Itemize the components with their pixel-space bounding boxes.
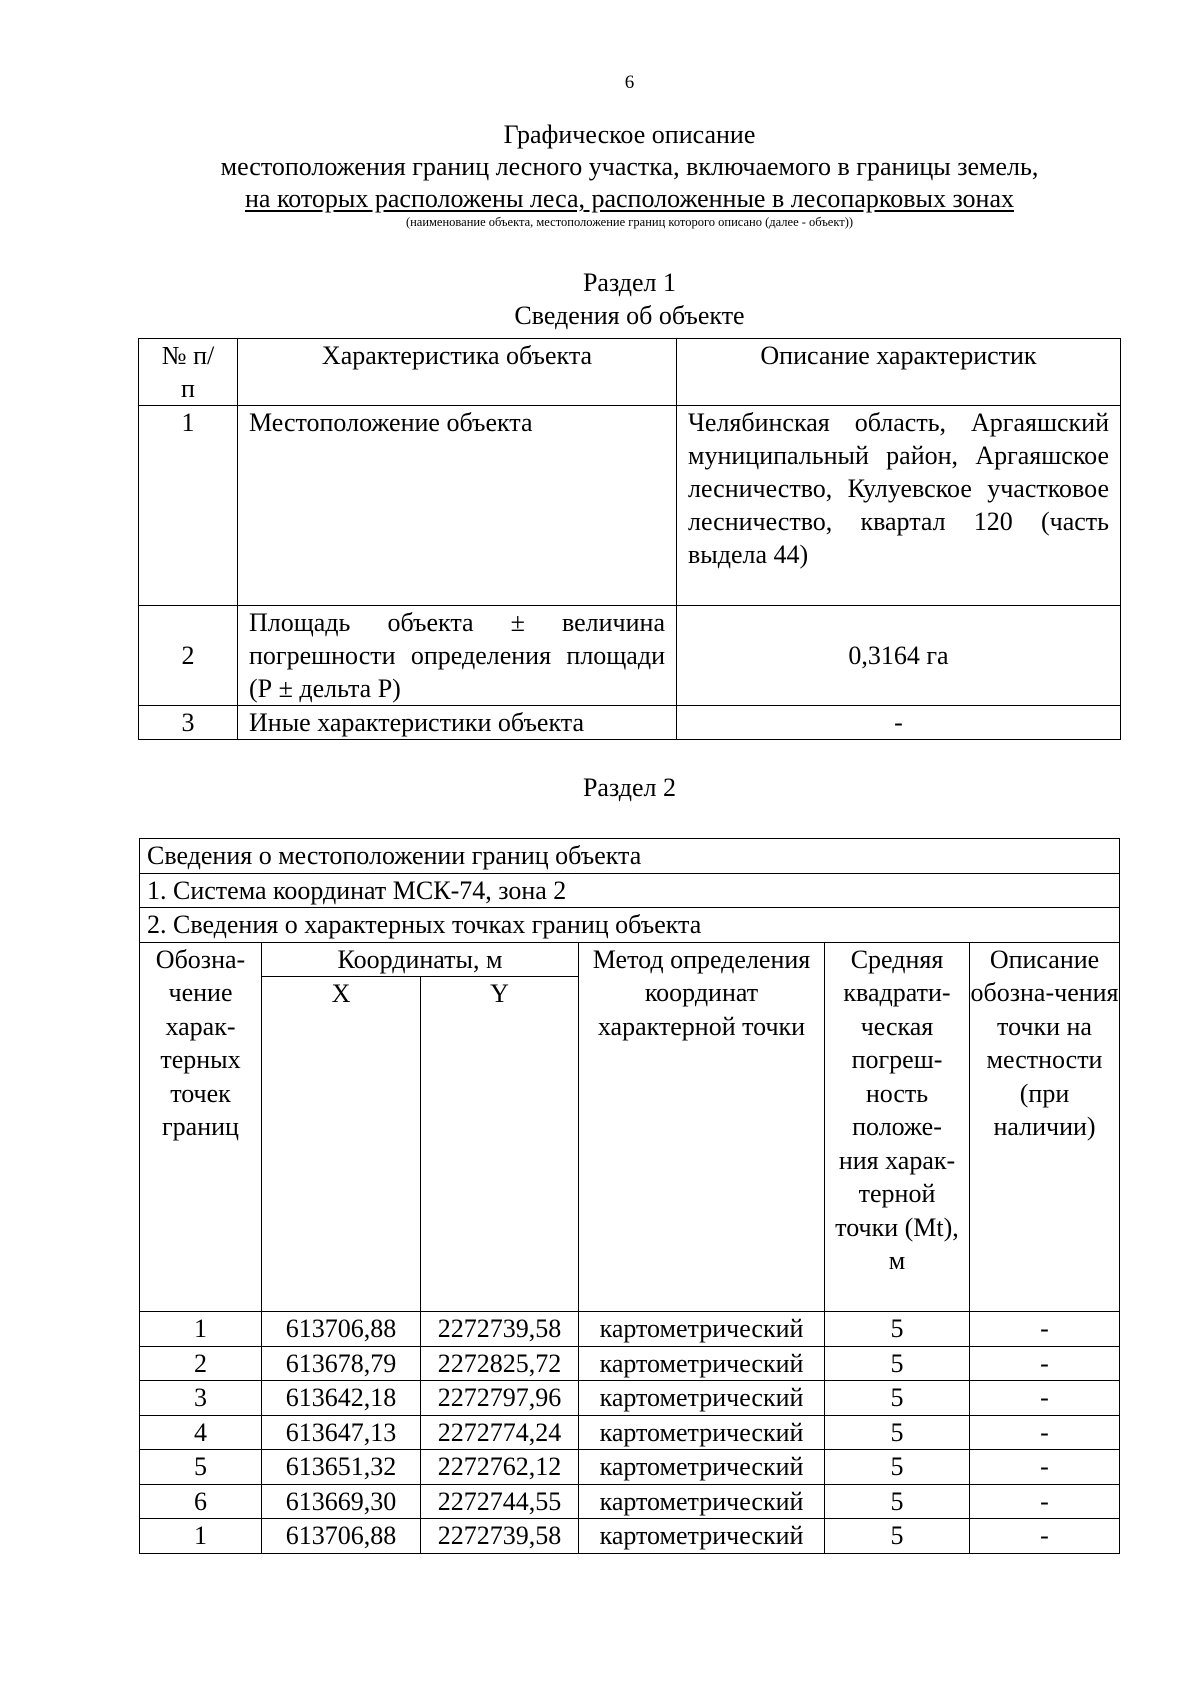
points-heading: 2. Сведения о характерных точках границ объекта — [140, 908, 1120, 943]
point-method: картометрический — [579, 1312, 825, 1347]
point-x: 613647,13 — [262, 1415, 421, 1450]
point-description: - — [970, 1519, 1120, 1554]
table-header-row — [139, 339, 1121, 406]
info-heading: Сведения о местоположении границ объекта — [140, 839, 1120, 874]
header-num: № п/п — [139, 339, 238, 406]
point-description: - — [970, 1450, 1120, 1485]
point-x: 613651,32 — [262, 1450, 421, 1485]
point-x: 613669,30 — [262, 1484, 421, 1519]
page-number: 6 — [624, 72, 635, 93]
row-description: - — [677, 706, 1121, 740]
table-row — [140, 1484, 1120, 1519]
row-num: 3 — [139, 706, 238, 740]
point-description: - — [970, 1415, 1120, 1450]
point-x: 613706,88 — [262, 1312, 421, 1347]
point-method: картометрический — [579, 1381, 825, 1416]
header-x: X — [262, 977, 421, 1312]
point-method: картометрический — [579, 1519, 825, 1554]
header-method: Метод определения координат характерной точки — [579, 942, 825, 1312]
point-y: 2272797,96 — [421, 1381, 579, 1416]
point-y: 2272774,24 — [421, 1415, 579, 1450]
point-description: - — [970, 1381, 1120, 1416]
point-y: 2272744,55 — [421, 1484, 579, 1519]
point-error: 5 — [825, 1381, 970, 1416]
table-row — [139, 406, 1121, 606]
point-y: 2272762,12 — [421, 1450, 579, 1485]
table-row — [140, 908, 1120, 943]
point-id: 5 — [140, 1450, 262, 1485]
point-id: 1 — [140, 1519, 262, 1554]
header-error: Средняя квадрати-ческая погреш-ность положе-ния харак-терной точки (Mt), м — [825, 942, 970, 1312]
point-error: 5 — [825, 1484, 970, 1519]
title-line-3: на которых расположены леса, расположенные в лесопарковых зонах — [244, 184, 1015, 213]
coordinate-system: 1. Система координат МСК-74, зона 2 — [140, 873, 1120, 908]
point-description: - — [970, 1346, 1120, 1381]
section2-heading: Раздел 2 — [582, 773, 677, 802]
point-id: 1 — [140, 1312, 262, 1347]
row-description: Челябинская область, Аргаяшский муниципальный район, Аргаяшское лесничество, Кулуевское участковое лесничество, квартал 120 (часть выдела 44) — [677, 406, 1121, 606]
title-line-2: местоположения границ лесного участка, включаемого в границы земель, — [220, 152, 1039, 181]
table-row — [140, 1312, 1120, 1347]
point-error: 5 — [825, 1450, 970, 1485]
point-id: 4 — [140, 1415, 262, 1450]
object-info-table — [138, 338, 1121, 740]
row-characteristic: Местоположение объекта — [238, 406, 677, 606]
table-row — [140, 1346, 1120, 1381]
header-y: Y — [421, 977, 579, 1312]
row-characteristic: Иные характеристики объекта — [238, 706, 677, 740]
header-location-description: Описание обозна-чения точки на местности (при наличии) — [970, 942, 1120, 1312]
point-y: 2272825,72 — [421, 1346, 579, 1381]
table-row — [139, 706, 1121, 740]
point-method: картометрический — [579, 1346, 825, 1381]
document-title — [150, 119, 1109, 229]
point-id: 3 — [140, 1381, 262, 1416]
table-row — [139, 606, 1121, 706]
point-error: 5 — [825, 1312, 970, 1347]
section1-heading: Раздел 1 — [582, 268, 677, 297]
boundary-points-table — [139, 838, 1120, 1554]
header-characteristic: Характеристика объекта — [238, 339, 677, 406]
header-designation: Обозна-чение харак-терных точек границ — [140, 942, 262, 1312]
point-method: картометрический — [579, 1415, 825, 1450]
table-row — [140, 839, 1120, 874]
section1-subheading: Сведения об объекте — [514, 301, 745, 330]
row-num: 1 — [139, 406, 238, 606]
title-line-1: Графическое описание — [503, 120, 756, 149]
point-id: 2 — [140, 1346, 262, 1381]
point-error: 5 — [825, 1519, 970, 1554]
point-id: 6 — [140, 1484, 262, 1519]
point-description: - — [970, 1312, 1120, 1347]
point-y: 2272739,58 — [421, 1519, 579, 1554]
title-caption: (наименование объекта, местоположение границ которого описано (далее - объект)) — [405, 215, 854, 229]
row-characteristic: Площадь объекта ± величина погрешности определения площади (Р ± дельта Р) — [238, 606, 677, 706]
point-error: 5 — [825, 1346, 970, 1381]
row-num: 2 — [139, 606, 238, 706]
point-x: 613678,79 — [262, 1346, 421, 1381]
point-y: 2272739,58 — [421, 1312, 579, 1347]
table-row — [140, 873, 1120, 908]
point-method: картометрический — [579, 1450, 825, 1485]
header-description: Описание характеристик — [677, 339, 1121, 406]
row-description: 0,3164 га — [677, 606, 1121, 706]
point-method: картометрический — [579, 1484, 825, 1519]
table-row — [140, 1381, 1120, 1416]
point-x: 613706,88 — [262, 1519, 421, 1554]
table-row — [140, 1415, 1120, 1450]
table-row — [140, 1519, 1120, 1554]
table-header-row — [140, 942, 1120, 977]
point-error: 5 — [825, 1415, 970, 1450]
point-x: 613642,18 — [262, 1381, 421, 1416]
header-coordinates: Координаты, м — [262, 942, 579, 977]
table-row — [140, 1450, 1120, 1485]
point-description: - — [970, 1484, 1120, 1519]
